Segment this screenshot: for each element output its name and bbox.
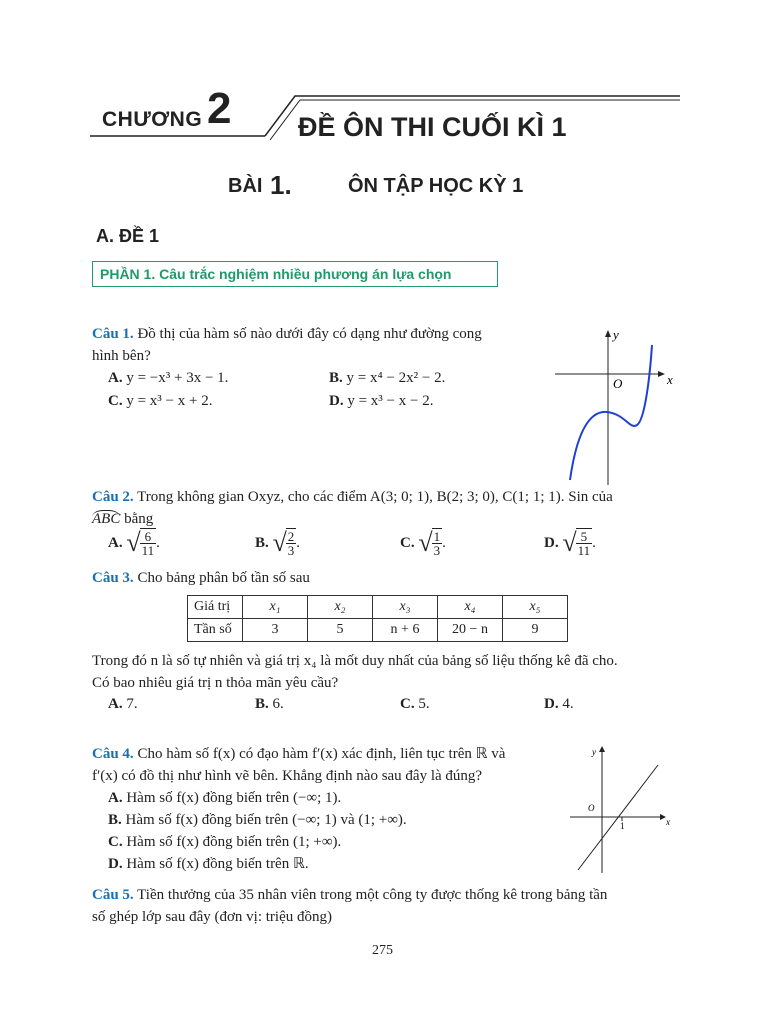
question-3-text-3: Có bao nhiêu giá trị n thỏa mãn yêu cầu? xyxy=(92,675,339,691)
q2-option-c[interactable]: C. √ $\frac{1}{3}$ . xyxy=(400,527,446,558)
table-cell: 5 xyxy=(308,619,373,642)
chapter-word: CHƯƠNG xyxy=(102,108,203,131)
q4-graph-x-label: x xyxy=(666,817,670,827)
q4-option-d[interactable]: D. Hàm số f(x) đồng biến trên ℝ. xyxy=(108,856,309,872)
q1-option-c[interactable]: C. y = x³ − x + 2. xyxy=(108,393,213,409)
q4-graph-y-label: y xyxy=(592,747,596,757)
table-cell: n + 6 xyxy=(373,619,438,642)
table-cell: Tần số xyxy=(188,619,243,642)
table-row xyxy=(188,619,568,642)
q4-option-a[interactable]: A. Hàm số f(x) đồng biến trên (−∞; 1). xyxy=(108,790,342,806)
q3-option-d[interactable]: D. 4. xyxy=(544,696,574,712)
q2-option-b[interactable]: B. √ $\frac{2}{3}$ . xyxy=(255,527,301,558)
question-2-text-1: Trong không gian Oxyz, cho các điểm A(3; 0; 1), B(2; 3; 0), C(1; 1; 1). Sin của xyxy=(137,489,613,505)
q1-graph xyxy=(555,325,680,485)
question-5-label: Câu 5. xyxy=(92,887,134,903)
question-2 xyxy=(92,486,682,530)
question-3-body xyxy=(92,650,692,694)
q1-graph-origin: O xyxy=(613,376,623,391)
question-5 xyxy=(92,884,692,928)
q4-graph xyxy=(570,735,680,875)
section-title: A. ĐỀ 1 xyxy=(96,226,160,246)
question-3-text-1: Cho bảng phân bố tần số sau xyxy=(137,570,310,586)
q1-option-a[interactable]: A. y = −x³ + 3x − 1. xyxy=(108,370,229,386)
question-4-text-1: Cho hàm số f(x) có đạo hàm f′(x) xác định, liên tục trên ℝ và xyxy=(137,746,506,762)
question-4-label: Câu 4. xyxy=(92,746,134,762)
question-1-text-2: hình bên? xyxy=(92,348,151,364)
q2-option-d[interactable]: D. √ $\frac{5}{11}$ . xyxy=(544,527,596,558)
table-cell: x₅ xyxy=(503,596,568,619)
question-1-text-1: Đồ thị của hàm số nào dưới đây có dạng như đường cong xyxy=(137,326,482,342)
lesson-prefix: BÀI xyxy=(228,175,263,197)
q4-graph-tick: 1 xyxy=(620,821,625,831)
chapter-title: ĐỀ ÔN THI CUỐI KÌ 1 xyxy=(298,112,567,142)
table-row xyxy=(188,596,568,619)
question-2-angle: ABC xyxy=(92,511,121,527)
page-number: 275 xyxy=(372,943,393,958)
q2-option-a[interactable]: A. √ $\frac{6}{11}$ . xyxy=(108,527,160,558)
table-cell: x₂ xyxy=(308,596,373,619)
table-cell: 3 xyxy=(243,619,308,642)
question-4-text-2: f′(x) có đồ thị như hình vẽ bên. Khẳng định nào sau đây là đúng? xyxy=(92,768,483,784)
question-2-label: Câu 2. xyxy=(92,489,134,505)
question-1-label: Câu 1. xyxy=(92,326,134,342)
q4-option-b[interactable]: B. Hàm số f(x) đồng biến trên (−∞; 1) và (1; +∞). xyxy=(108,812,407,828)
q3-option-b[interactable]: B. 6. xyxy=(255,696,284,712)
q4-graph-origin: O xyxy=(588,803,595,813)
lesson-title: ÔN TẬP HỌC KỲ 1 xyxy=(348,175,524,197)
question-3-label: Câu 3. xyxy=(92,570,134,586)
question-4 xyxy=(92,743,572,787)
table-cell: 9 xyxy=(503,619,568,642)
q3-option-c[interactable]: C. 5. xyxy=(400,696,430,712)
q1-graph-x-label: x xyxy=(667,372,673,387)
frequency-table xyxy=(187,595,568,642)
question-5-text-1: Tiền thưởng của 35 nhân viên trong một công ty được thống kê trong bảng tần xyxy=(137,887,608,903)
q1-option-d[interactable]: D. y = x³ − x − 2. xyxy=(329,393,434,409)
question-2-text-2: bằng xyxy=(120,511,154,527)
part-box: PHẦN 1. Câu trắc nghiệm nhiều phương án lựa chọn xyxy=(92,261,498,287)
table-cell: 20 − n xyxy=(438,619,503,642)
q1-graph-y-label: y xyxy=(613,327,619,342)
question-5-text-2: số ghép lớp sau đây (đơn vị: triệu đồng) xyxy=(92,909,332,925)
table-cell: x₁ xyxy=(243,596,308,619)
question-3 xyxy=(92,567,310,589)
q3-option-a[interactable]: A. 7. xyxy=(108,696,138,712)
q4-option-c[interactable]: C. Hàm số f(x) đồng biến trên (1; +∞). xyxy=(108,834,342,850)
chapter-number: 2 xyxy=(207,84,232,133)
table-cell: Giá trị xyxy=(188,596,243,619)
table-cell: x₄ xyxy=(438,596,503,619)
question-1 xyxy=(92,323,542,367)
lesson-number: 1. xyxy=(270,170,292,200)
question-3-text-2: Trong đó n là số tự nhiên và giá trị x₄ là mốt duy nhất của bảng số liệu thống kê đã cho. xyxy=(92,653,618,669)
q1-option-b[interactable]: B. y = x⁴ − 2x² − 2. xyxy=(329,370,446,386)
table-cell: x₃ xyxy=(373,596,438,619)
